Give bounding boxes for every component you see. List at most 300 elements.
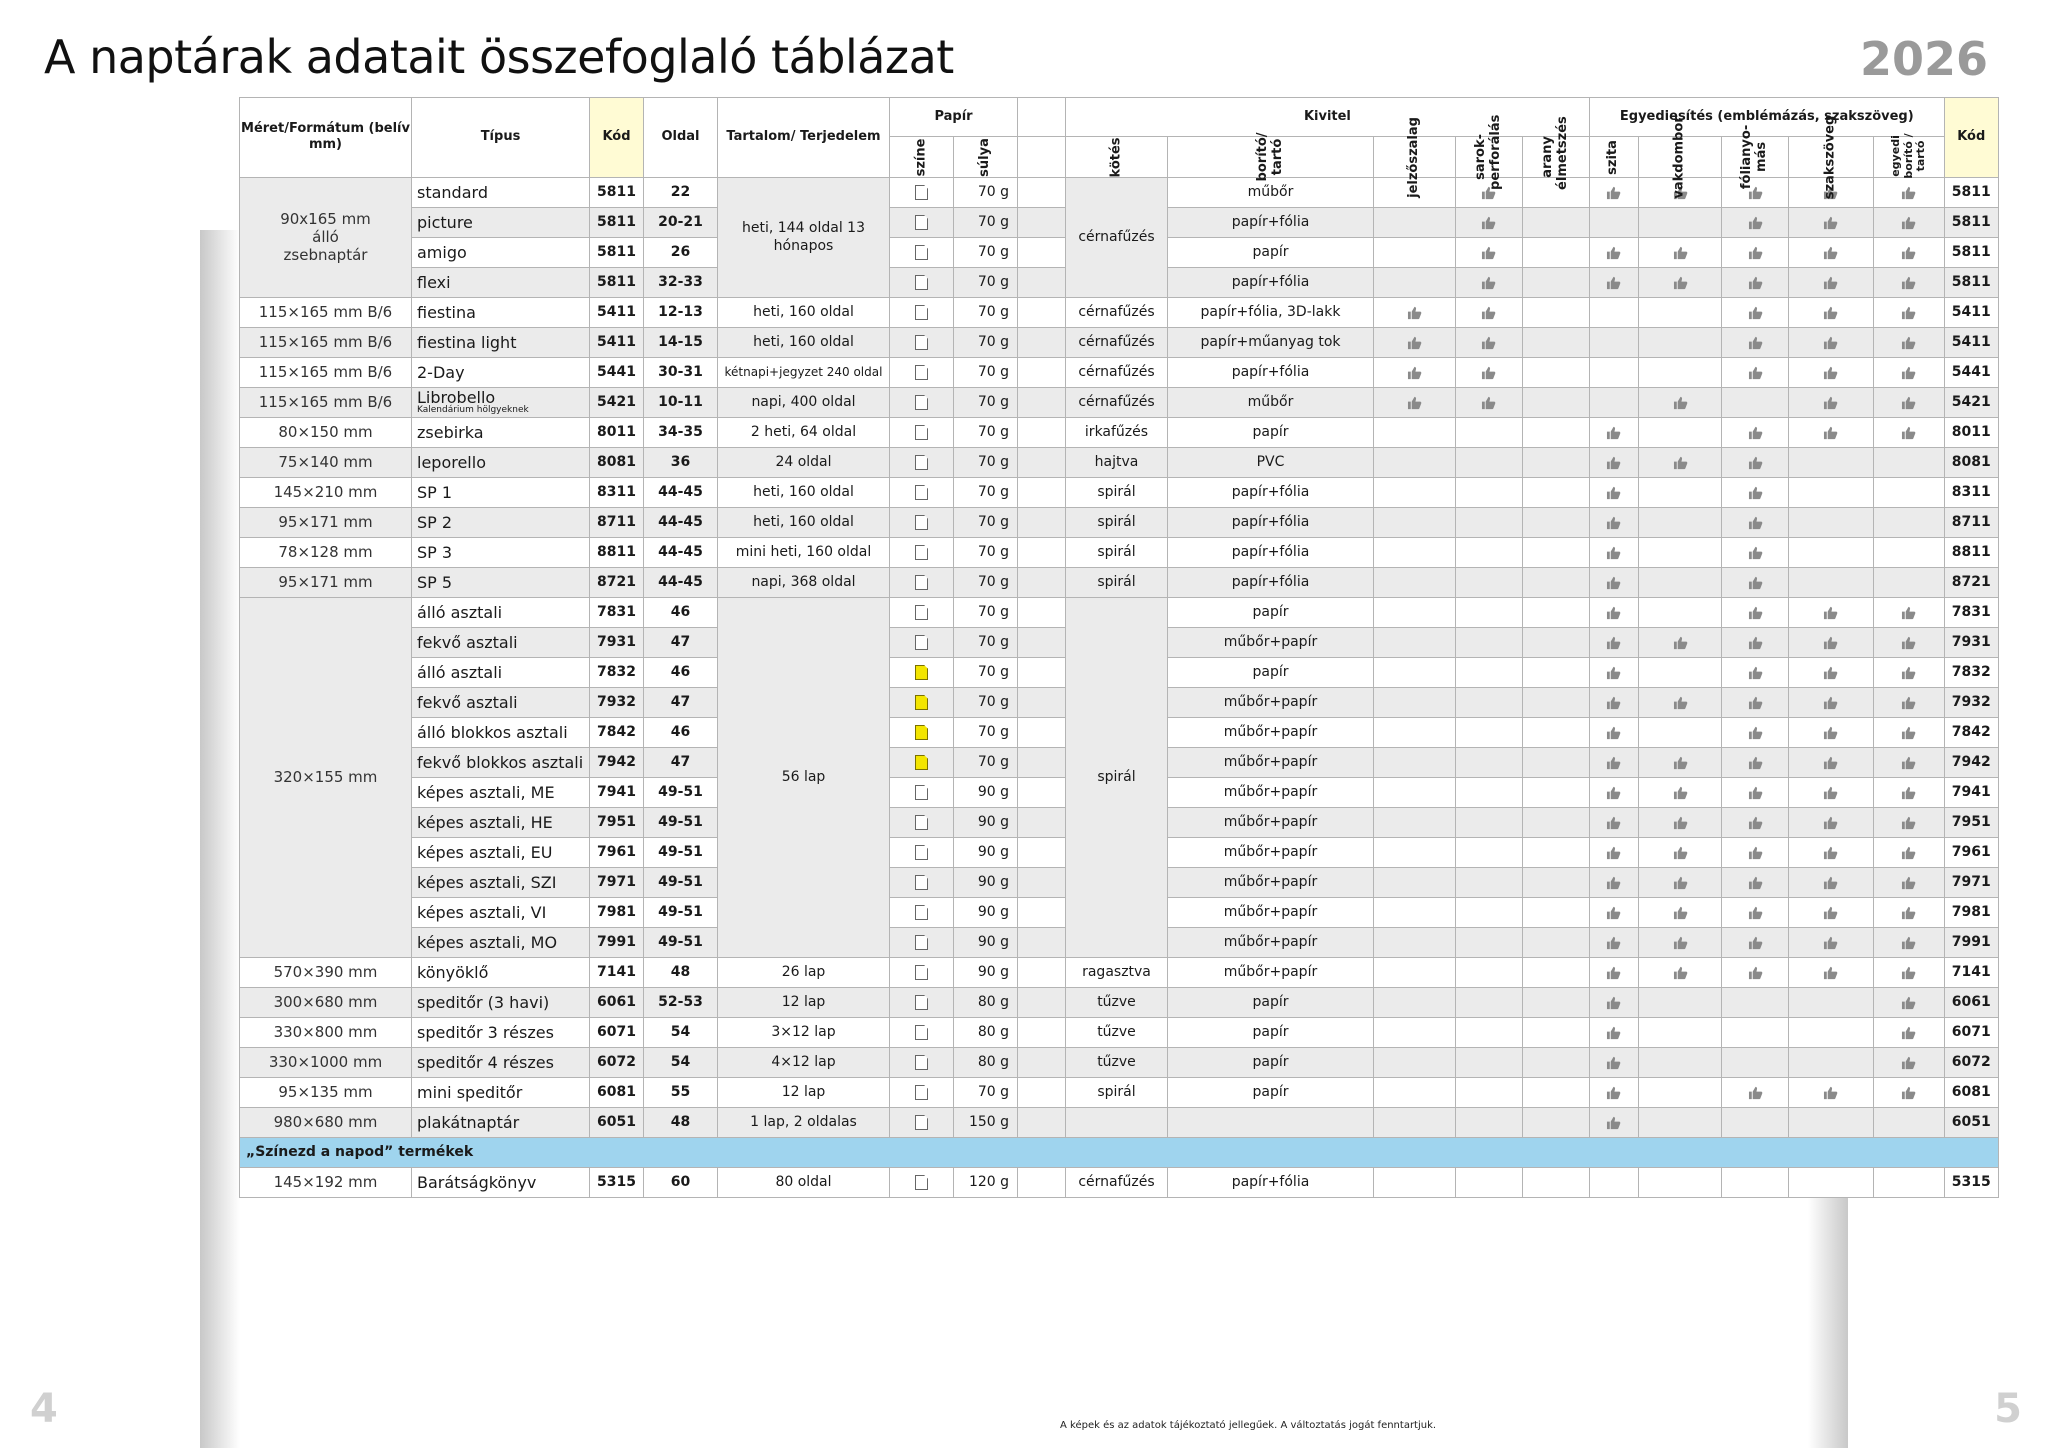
option-cell — [1722, 717, 1789, 747]
code-cell-right: 5411 — [1944, 327, 1998, 357]
option-cell — [1589, 1107, 1638, 1137]
option-cell — [1638, 477, 1721, 507]
cover-cell: műbőr+papír — [1168, 747, 1374, 777]
option-cell — [1722, 777, 1789, 807]
thumbs-up-icon — [1901, 243, 1916, 261]
content-cell: 12 lap — [718, 987, 890, 1017]
type-label: képes asztali, HE — [417, 812, 553, 832]
type-label: képes asztali, ME — [417, 782, 555, 802]
paper-weight-cell: 70 g — [954, 237, 1018, 267]
content-cell: 4×12 lap — [718, 1047, 890, 1077]
cover-cell: papír+fólia, 3D-lakk — [1168, 297, 1374, 327]
type-label: könyöklő — [417, 962, 489, 982]
option-cell — [1455, 1107, 1522, 1137]
thumbs-up-icon — [1606, 1023, 1621, 1041]
blank-cell — [1018, 1167, 1066, 1197]
paper-weight-cell: 70 g — [954, 1077, 1018, 1107]
size-cell: 95×171 mm — [240, 507, 412, 537]
thumbs-up-icon — [1901, 693, 1916, 711]
thumbs-up-icon — [1901, 273, 1916, 291]
option-cell — [1374, 687, 1456, 717]
pages-cell: 46 — [644, 597, 718, 627]
option-cell — [1522, 957, 1589, 987]
thumbs-up-icon — [1823, 873, 1838, 891]
type-sublabel: Kalendárium hölgyeknek — [417, 404, 529, 415]
option-cell — [1589, 807, 1638, 837]
thumbs-up-icon — [1748, 783, 1763, 801]
type-label: speditőr 4 részes — [417, 1052, 554, 1072]
code-cell: 7832 — [590, 657, 644, 687]
thumbs-up-icon — [1673, 753, 1688, 771]
thumbs-up-icon — [1606, 573, 1621, 591]
paper-color-cell — [890, 1167, 954, 1197]
option-cell — [1873, 867, 1944, 897]
blank-cell — [1018, 357, 1066, 387]
option-cell — [1789, 597, 1874, 627]
thumbs-up-icon — [1606, 903, 1621, 921]
paper-color-cell — [890, 1047, 954, 1077]
code-cell-right: 6051 — [1944, 1107, 1998, 1137]
option-cell — [1873, 687, 1944, 717]
paper-sheet-icon — [915, 1085, 928, 1100]
thumbs-up-icon — [1748, 483, 1763, 501]
option-cell — [1589, 417, 1638, 447]
option-cell — [1455, 447, 1522, 477]
binding-cell: spirál — [1066, 1077, 1168, 1107]
pages-cell: 44-45 — [644, 477, 718, 507]
thumbs-up-icon — [1748, 723, 1763, 741]
option-cell — [1455, 597, 1522, 627]
type-cell — [412, 657, 590, 687]
type-cell — [412, 567, 590, 597]
thumbs-up-icon — [1901, 963, 1916, 981]
code-cell: 7971 — [590, 867, 644, 897]
thumbs-up-icon — [1901, 1023, 1916, 1041]
option-cell — [1589, 1017, 1638, 1047]
option-cell — [1589, 177, 1638, 207]
thumbs-up-icon — [1481, 363, 1496, 381]
option-cell — [1638, 1107, 1721, 1137]
paper-sheet-icon — [915, 395, 928, 410]
pages-cell: 46 — [644, 717, 718, 747]
option-cell — [1638, 267, 1721, 297]
type-label: SP 3 — [417, 542, 453, 562]
option-cell — [1722, 957, 1789, 987]
paper-sheet-icon — [915, 1055, 928, 1070]
option-cell — [1374, 417, 1456, 447]
option-cell — [1589, 567, 1638, 597]
option-cell — [1638, 327, 1721, 357]
option-cell — [1789, 417, 1874, 447]
header-paper-weight: súlya — [954, 137, 1018, 178]
thumbs-up-icon — [1407, 333, 1422, 351]
thumbs-up-icon — [1481, 393, 1496, 411]
option-cell — [1873, 1017, 1944, 1047]
header-cover: borító/ tartó — [1168, 137, 1374, 178]
binding-cell: cérnafűzés — [1066, 327, 1168, 357]
option-cell — [1455, 537, 1522, 567]
type-cell — [412, 777, 590, 807]
code-cell-right: 8311 — [1944, 477, 1998, 507]
thumbs-up-icon — [1606, 873, 1621, 891]
option-cell — [1455, 807, 1522, 837]
size-cell: 145×210 mm — [240, 477, 412, 507]
thumbs-up-icon — [1673, 453, 1688, 471]
option-cell — [1522, 687, 1589, 717]
thumbs-up-icon — [1673, 903, 1688, 921]
type-cell — [412, 987, 590, 1017]
cover-cell: papír — [1168, 1047, 1374, 1077]
code-cell-right: 5811 — [1944, 207, 1998, 237]
page-number-left: 4 — [30, 1386, 58, 1432]
thumbs-up-icon — [1748, 1083, 1763, 1101]
paper-sheet-icon — [915, 635, 928, 650]
thumbs-up-icon — [1606, 693, 1621, 711]
thumbs-up-icon — [1481, 303, 1496, 321]
type-label: SP 2 — [417, 512, 453, 532]
binding-cell: ragasztva — [1066, 957, 1168, 987]
table-row — [240, 1047, 1999, 1077]
thumbs-up-icon — [1673, 843, 1688, 861]
option-cell — [1522, 1167, 1589, 1197]
code-cell: 7942 — [590, 747, 644, 777]
thumbs-up-icon — [1606, 753, 1621, 771]
option-cell — [1638, 207, 1721, 237]
header-blank — [1018, 98, 1066, 137]
option-cell — [1522, 777, 1589, 807]
size-cell: 115×165 mm B/6 — [240, 387, 412, 417]
paper-weight-cell: 70 g — [954, 417, 1018, 447]
option-cell — [1873, 717, 1944, 747]
blank-cell — [1018, 867, 1066, 897]
thumbs-up-icon — [1407, 393, 1422, 411]
paper-color-cell — [890, 1107, 954, 1137]
paper-sheet-icon — [915, 545, 928, 560]
option-cell — [1522, 897, 1589, 927]
thumbs-up-icon — [1901, 303, 1916, 321]
binding-cell: cérnafűzés — [1066, 1167, 1168, 1197]
paper-sheet-icon — [915, 1025, 928, 1040]
paper-color-cell — [890, 777, 954, 807]
option-cell — [1789, 267, 1874, 297]
option-cell — [1589, 537, 1638, 567]
blank-cell — [1018, 897, 1066, 927]
option-cell — [1638, 987, 1721, 1017]
blank-cell — [1018, 837, 1066, 867]
type-label: álló asztali — [417, 602, 503, 622]
paper-color-cell — [890, 657, 954, 687]
header-kivitel: Kivitel — [1066, 98, 1590, 137]
option-cell — [1589, 867, 1638, 897]
paper-weight-cell: 80 g — [954, 987, 1018, 1017]
blank-cell — [1018, 657, 1066, 687]
thumbs-up-icon — [1823, 243, 1838, 261]
pages-cell: 48 — [644, 1107, 718, 1137]
thumbs-up-icon — [1606, 483, 1621, 501]
paper-color-cell — [890, 327, 954, 357]
option-cell — [1638, 357, 1721, 387]
thumbs-up-icon — [1901, 1053, 1916, 1071]
thumbs-up-icon — [1606, 273, 1621, 291]
header-content: Tartalom/ Terjedelem — [718, 98, 890, 178]
option-cell — [1455, 297, 1522, 327]
paper-color-cell — [890, 507, 954, 537]
option-cell — [1873, 927, 1944, 957]
option-cell — [1589, 927, 1638, 957]
paper-sheet-icon — [915, 365, 928, 380]
thumbs-up-icon — [1748, 543, 1763, 561]
table-row — [240, 567, 1999, 597]
code-cell-right: 5411 — [1944, 297, 1998, 327]
code-cell-right: 6072 — [1944, 1047, 1998, 1077]
option-cell — [1789, 1077, 1874, 1107]
thumbs-up-icon — [1823, 693, 1838, 711]
paper-weight-cell: 70 g — [954, 477, 1018, 507]
paper-color-cell — [890, 177, 954, 207]
paper-weight-cell: 90 g — [954, 957, 1018, 987]
table-row — [240, 417, 1999, 447]
option-cell — [1722, 537, 1789, 567]
table-row — [240, 1077, 1999, 1107]
option-cell — [1638, 687, 1721, 717]
binding-cell: tűzve — [1066, 1017, 1168, 1047]
option-cell — [1374, 297, 1456, 327]
option-cell — [1589, 387, 1638, 417]
option-cell — [1522, 417, 1589, 447]
paper-sheet-icon — [915, 605, 928, 620]
option-cell — [1638, 1167, 1721, 1197]
option-cell — [1374, 747, 1456, 777]
header-binding: kötés — [1066, 137, 1168, 178]
type-cell — [412, 507, 590, 537]
type-cell — [412, 627, 590, 657]
paper-color-cell — [890, 807, 954, 837]
header-paper: Papír — [890, 98, 1018, 137]
cover-cell: műbőr+papír — [1168, 897, 1374, 927]
option-cell — [1873, 987, 1944, 1017]
cover-cell: műbőr+papír — [1168, 717, 1374, 747]
option-cell — [1589, 1167, 1638, 1197]
size-cell: 145×192 mm — [240, 1167, 412, 1197]
paper-weight-cell: 70 g — [954, 297, 1018, 327]
table-row — [240, 537, 1999, 567]
content-cell: 12 lap — [718, 1077, 890, 1107]
header-blank-2 — [1018, 137, 1066, 178]
option-cell — [1455, 867, 1522, 897]
cover-cell: műbőr+papír — [1168, 867, 1374, 897]
type-label: fiestina light — [417, 332, 517, 352]
thumbs-up-icon — [1901, 813, 1916, 831]
option-cell — [1722, 1047, 1789, 1077]
option-cell — [1638, 957, 1721, 987]
code-cell-right: 7831 — [1944, 597, 1998, 627]
type-label: képes asztali, SZI — [417, 872, 557, 892]
option-cell — [1789, 717, 1874, 747]
paper-color-cell — [890, 837, 954, 867]
cover-cell: PVC — [1168, 447, 1374, 477]
content-cell: 56 lap — [718, 597, 890, 957]
option-cell — [1873, 1077, 1944, 1107]
code-cell: 7842 — [590, 717, 644, 747]
option-cell — [1722, 657, 1789, 687]
thumbs-up-icon — [1901, 633, 1916, 651]
thumbs-up-icon — [1901, 423, 1916, 441]
paper-color-cell — [890, 447, 954, 477]
option-cell — [1873, 627, 1944, 657]
option-cell — [1455, 777, 1522, 807]
content-cell: 24 oldal — [718, 447, 890, 477]
option-cell — [1589, 267, 1638, 297]
blank-cell — [1018, 717, 1066, 747]
option-cell — [1455, 837, 1522, 867]
cover-cell: papír — [1168, 417, 1374, 447]
type-cell — [412, 717, 590, 747]
option-cell — [1722, 447, 1789, 477]
paper-color-cell — [890, 537, 954, 567]
thumbs-up-icon — [1823, 663, 1838, 681]
paper-color-cell — [890, 867, 954, 897]
code-cell-right: 7991 — [1944, 927, 1998, 957]
type-label: mini speditőr — [417, 1082, 523, 1102]
option-cell — [1455, 237, 1522, 267]
cover-cell: papír+fólia — [1168, 567, 1374, 597]
cover-cell: műbőr+papír — [1168, 777, 1374, 807]
option-cell — [1374, 567, 1456, 597]
option-cell — [1522, 927, 1589, 957]
paper-color-cell — [890, 597, 954, 627]
content-cell: 26 lap — [718, 957, 890, 987]
paper-sheet-icon — [915, 515, 928, 530]
paper-weight-cell: 70 g — [954, 567, 1018, 597]
thumbs-up-icon — [1606, 183, 1621, 201]
option-cell — [1374, 327, 1456, 357]
code-cell: 7951 — [590, 807, 644, 837]
paper-sheet-icon — [915, 455, 928, 470]
code-cell: 7932 — [590, 687, 644, 717]
code-cell: 7941 — [590, 777, 644, 807]
thumbs-up-icon — [1748, 753, 1763, 771]
cover-cell: papír+fólia — [1168, 477, 1374, 507]
option-cell — [1455, 327, 1522, 357]
blank-cell — [1018, 627, 1066, 657]
option-cell — [1374, 267, 1456, 297]
option-cell — [1722, 297, 1789, 327]
content-cell: 2 heti, 64 oldal — [718, 417, 890, 447]
paper-color-cell — [890, 1077, 954, 1107]
code-cell: 5811 — [590, 267, 644, 297]
type-cell — [412, 177, 590, 207]
option-cell — [1638, 747, 1721, 777]
option-cell — [1455, 357, 1522, 387]
blank-cell — [1018, 507, 1066, 537]
table-row — [240, 357, 1999, 387]
table-row — [240, 477, 1999, 507]
cover-cell: műbőr+papír — [1168, 807, 1374, 837]
type-cell — [412, 537, 590, 567]
table-row — [240, 1107, 1999, 1137]
thumbs-up-icon — [1748, 903, 1763, 921]
type-cell — [412, 687, 590, 717]
paper-sheet-icon — [915, 485, 928, 500]
type-cell — [412, 237, 590, 267]
paper-sheet-icon — [915, 995, 928, 1010]
type-cell — [412, 1107, 590, 1137]
thumbs-up-icon — [1481, 213, 1496, 231]
content-cell: mini heti, 160 oldal — [718, 537, 890, 567]
option-cell — [1374, 357, 1456, 387]
pages-cell: 14-15 — [644, 327, 718, 357]
cover-cell: papír — [1168, 597, 1374, 627]
paper-sheet-icon — [915, 185, 928, 200]
pages-cell: 47 — [644, 687, 718, 717]
option-cell — [1789, 897, 1874, 927]
option-cell — [1522, 657, 1589, 687]
option-cell — [1522, 387, 1589, 417]
option-cell — [1522, 987, 1589, 1017]
option-cell — [1455, 477, 1522, 507]
option-cell — [1638, 927, 1721, 957]
binding-cell: cérnafűzés — [1066, 387, 1168, 417]
option-cell — [1522, 837, 1589, 867]
paper-weight-cell: 90 g — [954, 777, 1018, 807]
paper-weight-cell: 70 g — [954, 747, 1018, 777]
option-cell — [1522, 627, 1589, 657]
size-cell: 95×135 mm — [240, 1077, 412, 1107]
option-cell — [1589, 777, 1638, 807]
pages-cell: 47 — [644, 747, 718, 777]
pages-cell: 34-35 — [644, 417, 718, 447]
paper-color-cell — [890, 417, 954, 447]
option-cell — [1789, 987, 1874, 1017]
blank-cell — [1018, 387, 1066, 417]
option-cell — [1638, 387, 1721, 417]
blank-cell — [1018, 237, 1066, 267]
option-cell — [1522, 207, 1589, 237]
thumbs-up-icon — [1748, 933, 1763, 951]
blank-cell — [1018, 747, 1066, 777]
thumbs-up-icon — [1823, 603, 1838, 621]
size-cell: 78×128 mm — [240, 537, 412, 567]
option-cell — [1638, 777, 1721, 807]
thumbs-up-icon — [1823, 423, 1838, 441]
option-cell — [1522, 237, 1589, 267]
paper-sheet-icon — [915, 725, 928, 740]
option-cell — [1374, 597, 1456, 627]
paper-color-cell — [890, 267, 954, 297]
thumbs-up-icon — [1481, 273, 1496, 291]
code-cell-right: 5421 — [1944, 387, 1998, 417]
code-cell: 6071 — [590, 1017, 644, 1047]
option-cell — [1522, 867, 1589, 897]
thumbs-up-icon — [1901, 363, 1916, 381]
size-cell: 330×800 mm — [240, 1017, 412, 1047]
thumbs-up-icon — [1823, 303, 1838, 321]
header-bookmark-ribbon: jelzőszalag — [1374, 137, 1456, 178]
thumbs-up-icon — [1606, 1083, 1621, 1101]
option-cell — [1522, 1047, 1589, 1077]
size-cell: 90x165 mm álló zsebnaptár — [240, 177, 412, 297]
option-cell — [1873, 237, 1944, 267]
option-cell — [1374, 717, 1456, 747]
page-shadow-left — [200, 230, 240, 1448]
paper-weight-cell: 70 g — [954, 537, 1018, 567]
option-cell — [1638, 717, 1721, 747]
option-cell — [1374, 657, 1456, 687]
type-cell — [412, 297, 590, 327]
option-cell — [1789, 687, 1874, 717]
thumbs-up-icon — [1606, 1053, 1621, 1071]
cover-cell: papír — [1168, 1017, 1374, 1047]
